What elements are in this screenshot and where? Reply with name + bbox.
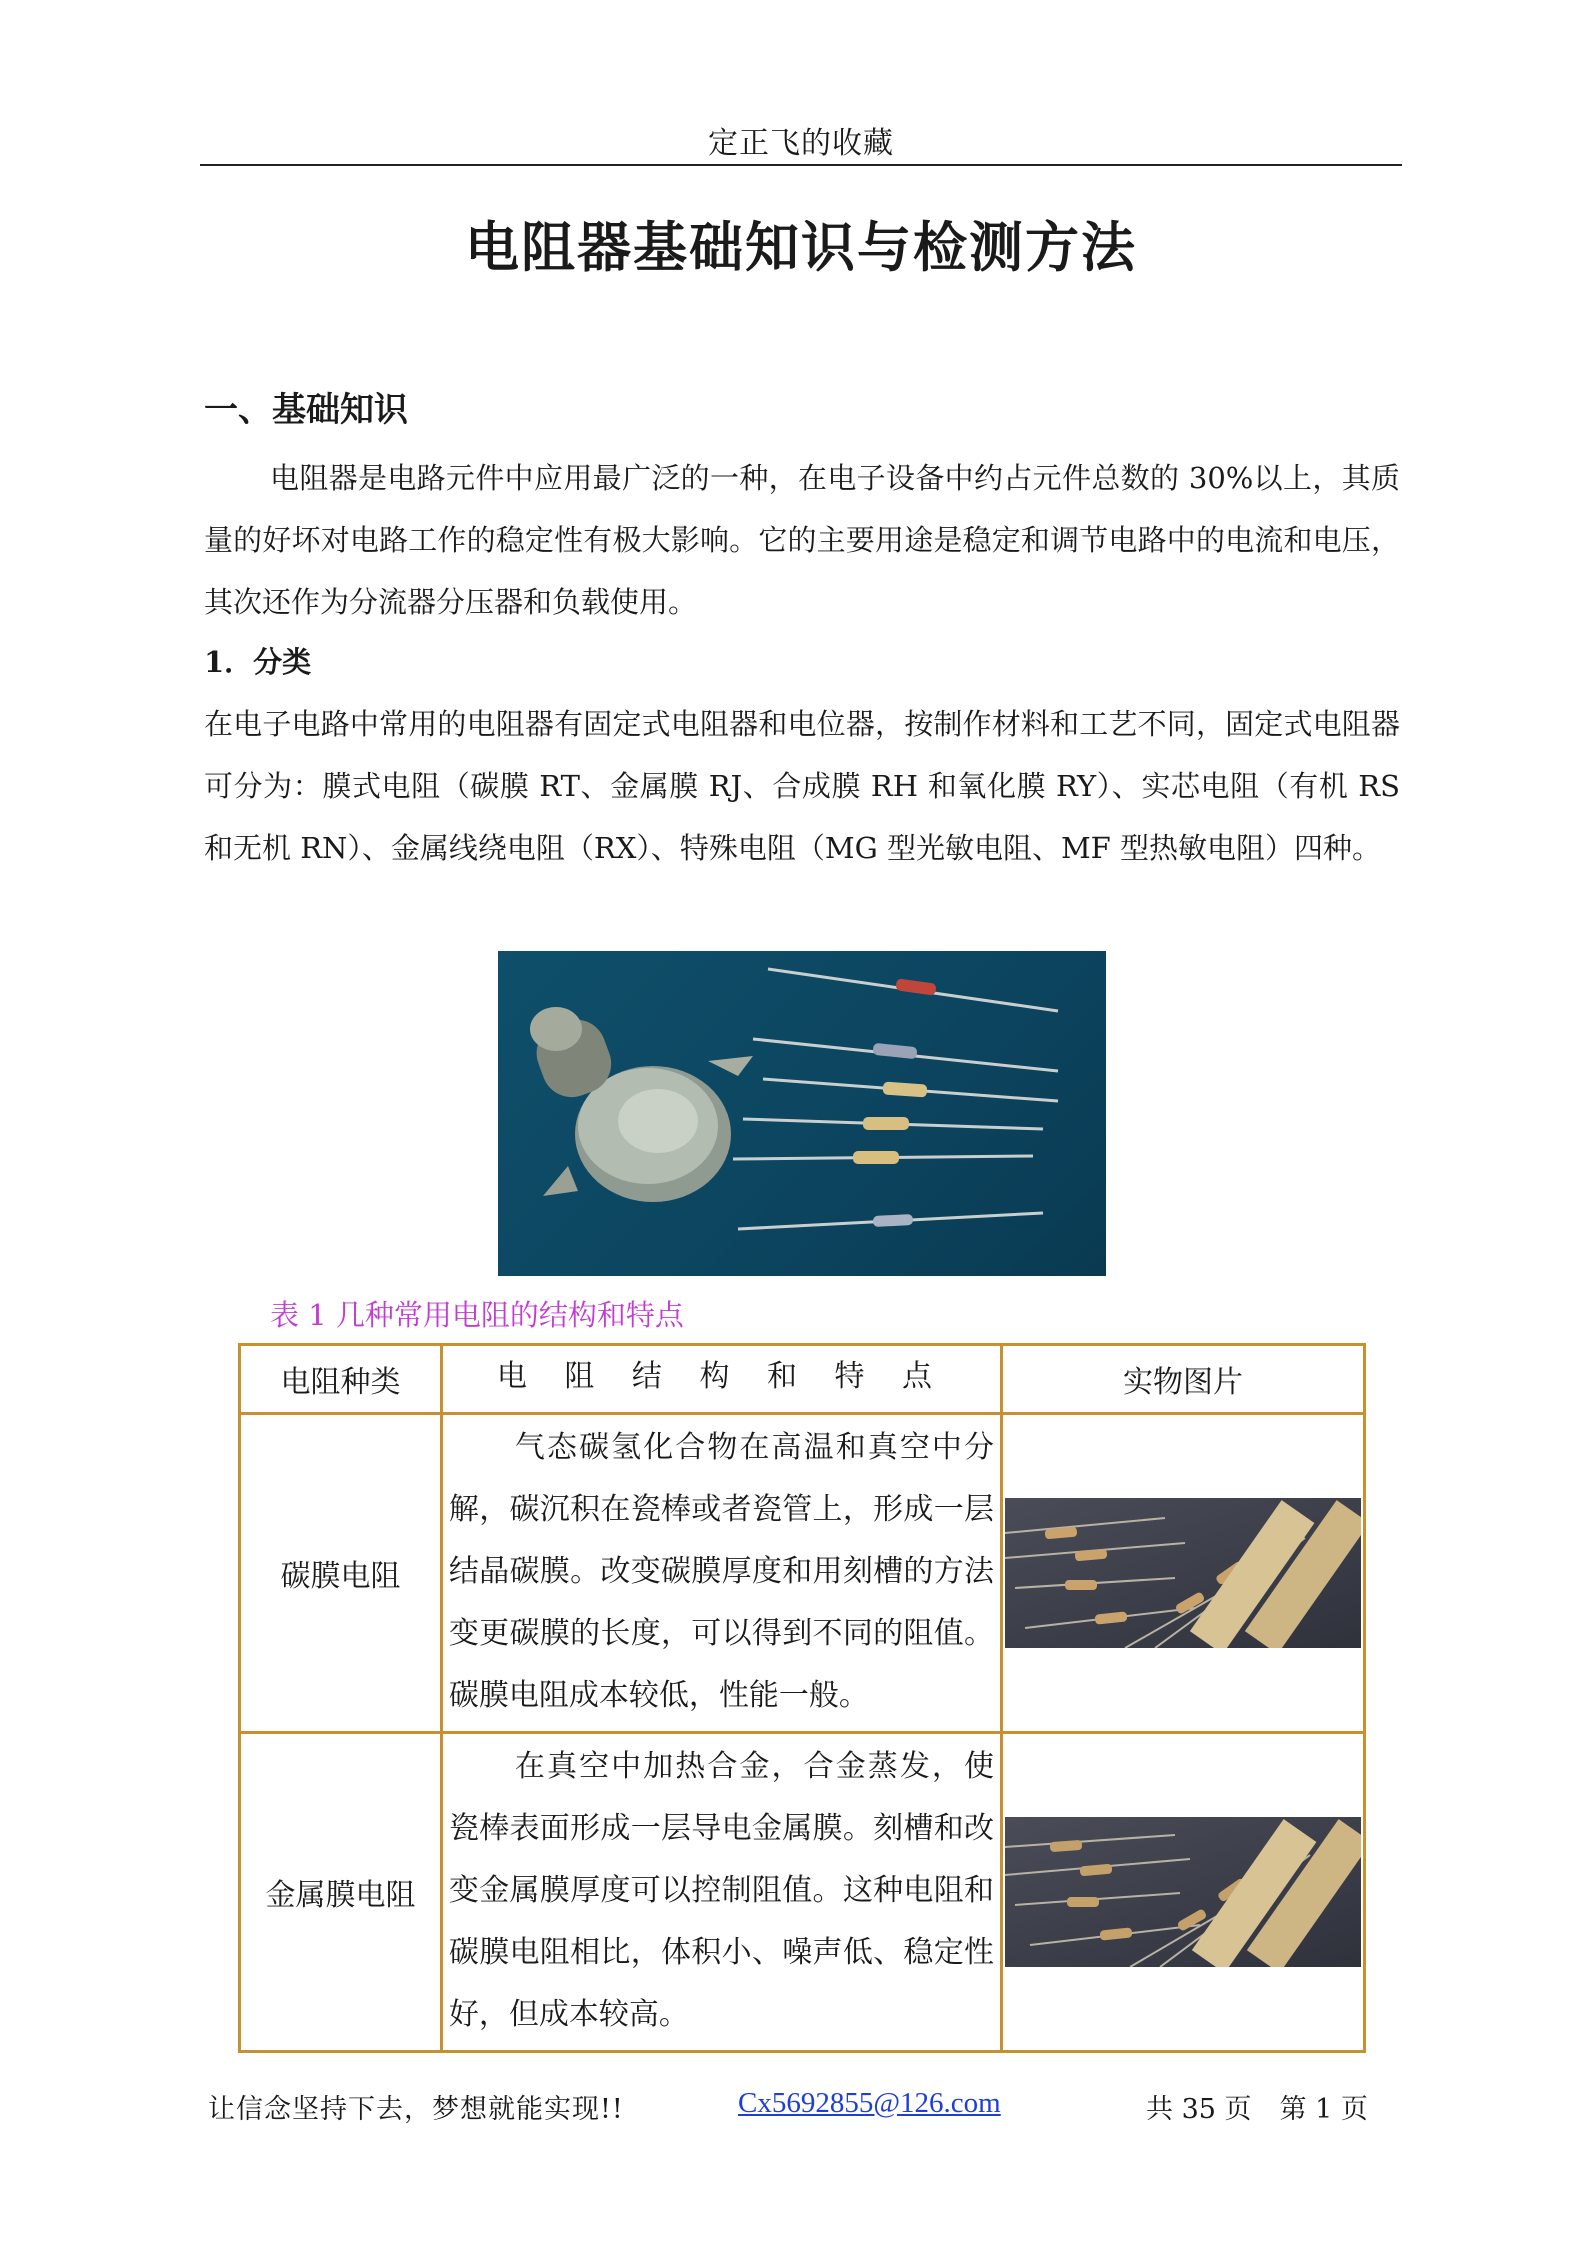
description-text: 气态碳氢化合物在高温和真空中分解，碳沉积在瓷棒或者瓷管上，形成一层结晶碳膜。改变碳膜厚度和用刻槽的方法变更碳膜的长度，可以得到不同的阻值。碳膜电阻成本较低，性能一般。	[448, 1430, 995, 1713]
header-divider	[200, 164, 1402, 166]
page-header: 定正飞的收藏	[708, 126, 894, 161]
footer-email-link[interactable]: Cx5692855@126.com	[738, 2087, 1001, 2119]
document-title: 电阻器基础知识与检测方法	[465, 215, 1137, 279]
resistor-description	[441, 1733, 1001, 2052]
resistor-type: 碳膜电阻	[240, 1414, 442, 1733]
resistor-photo-cell	[1002, 1414, 1365, 1733]
table-row	[240, 1733, 1365, 2052]
total-pages: 共 35 页	[1146, 2094, 1252, 2125]
current-page: 第 1 页	[1279, 2094, 1368, 2125]
footer-motto: 让信念坚持下去，梦想就能实现!!	[208, 2094, 624, 2125]
header-type: 电阻种类	[240, 1345, 442, 1414]
footer-page-info	[1146, 2087, 1396, 2126]
resistors-photo	[498, 951, 1106, 1276]
carbon-film-resistor-photo	[1005, 1498, 1361, 1648]
section-heading: 一、基础知识	[204, 390, 408, 430]
description-text: 在真空中加热合金，合金蒸发，使瓷棒表面形成一层导电金属膜。刻槽和改变金属膜厚度可以控制阻值。这种电阻和碳膜电阻相比，体积小、噪声低、稳定性好，但成本较高。	[448, 1749, 995, 2032]
table-header-row	[240, 1345, 1365, 1414]
resistor-table	[238, 1343, 1366, 2053]
table-caption: 表 1 几种常用电阻的结构和特点	[270, 1298, 684, 1332]
metal-film-resistor-photo	[1005, 1817, 1361, 1967]
table-row	[240, 1414, 1365, 1733]
classification-paragraph: 在电子电路中常用的电阻器有固定式电阻器和电位器，按制作材料和工艺不同，固定式电阻器可分为：膜式电阻（碳膜 RT、金属膜 RJ、合成膜 RH 和氧化膜 RY）、实芯电阻（有机 RS 和无机 RN）、金属线绕电阻（RX）、特殊电阻（MG 型光敏电阻、MF 型热敏电阻）四种。	[204, 707, 1400, 865]
header-description: 电 阻 结 构 和 特 点	[441, 1345, 1001, 1414]
intro-paragraph: 电阻器是电路元件中应用最广泛的一种，在电子设备中约占元件总数的 30%以上，其质量的好坏对电路工作的稳定性有极大影响。它的主要用途是稳定和调节电路中的电流和电压，其次还作为分流器分压器和负载使用。	[204, 461, 1400, 619]
resistor-type: 金属膜电阻	[240, 1733, 442, 2052]
header-photo: 实物图片	[1002, 1345, 1365, 1414]
resistor-description	[441, 1414, 1001, 1733]
subsection-heading: 1．分类	[204, 645, 312, 679]
resistor-photo-cell	[1002, 1733, 1365, 2052]
